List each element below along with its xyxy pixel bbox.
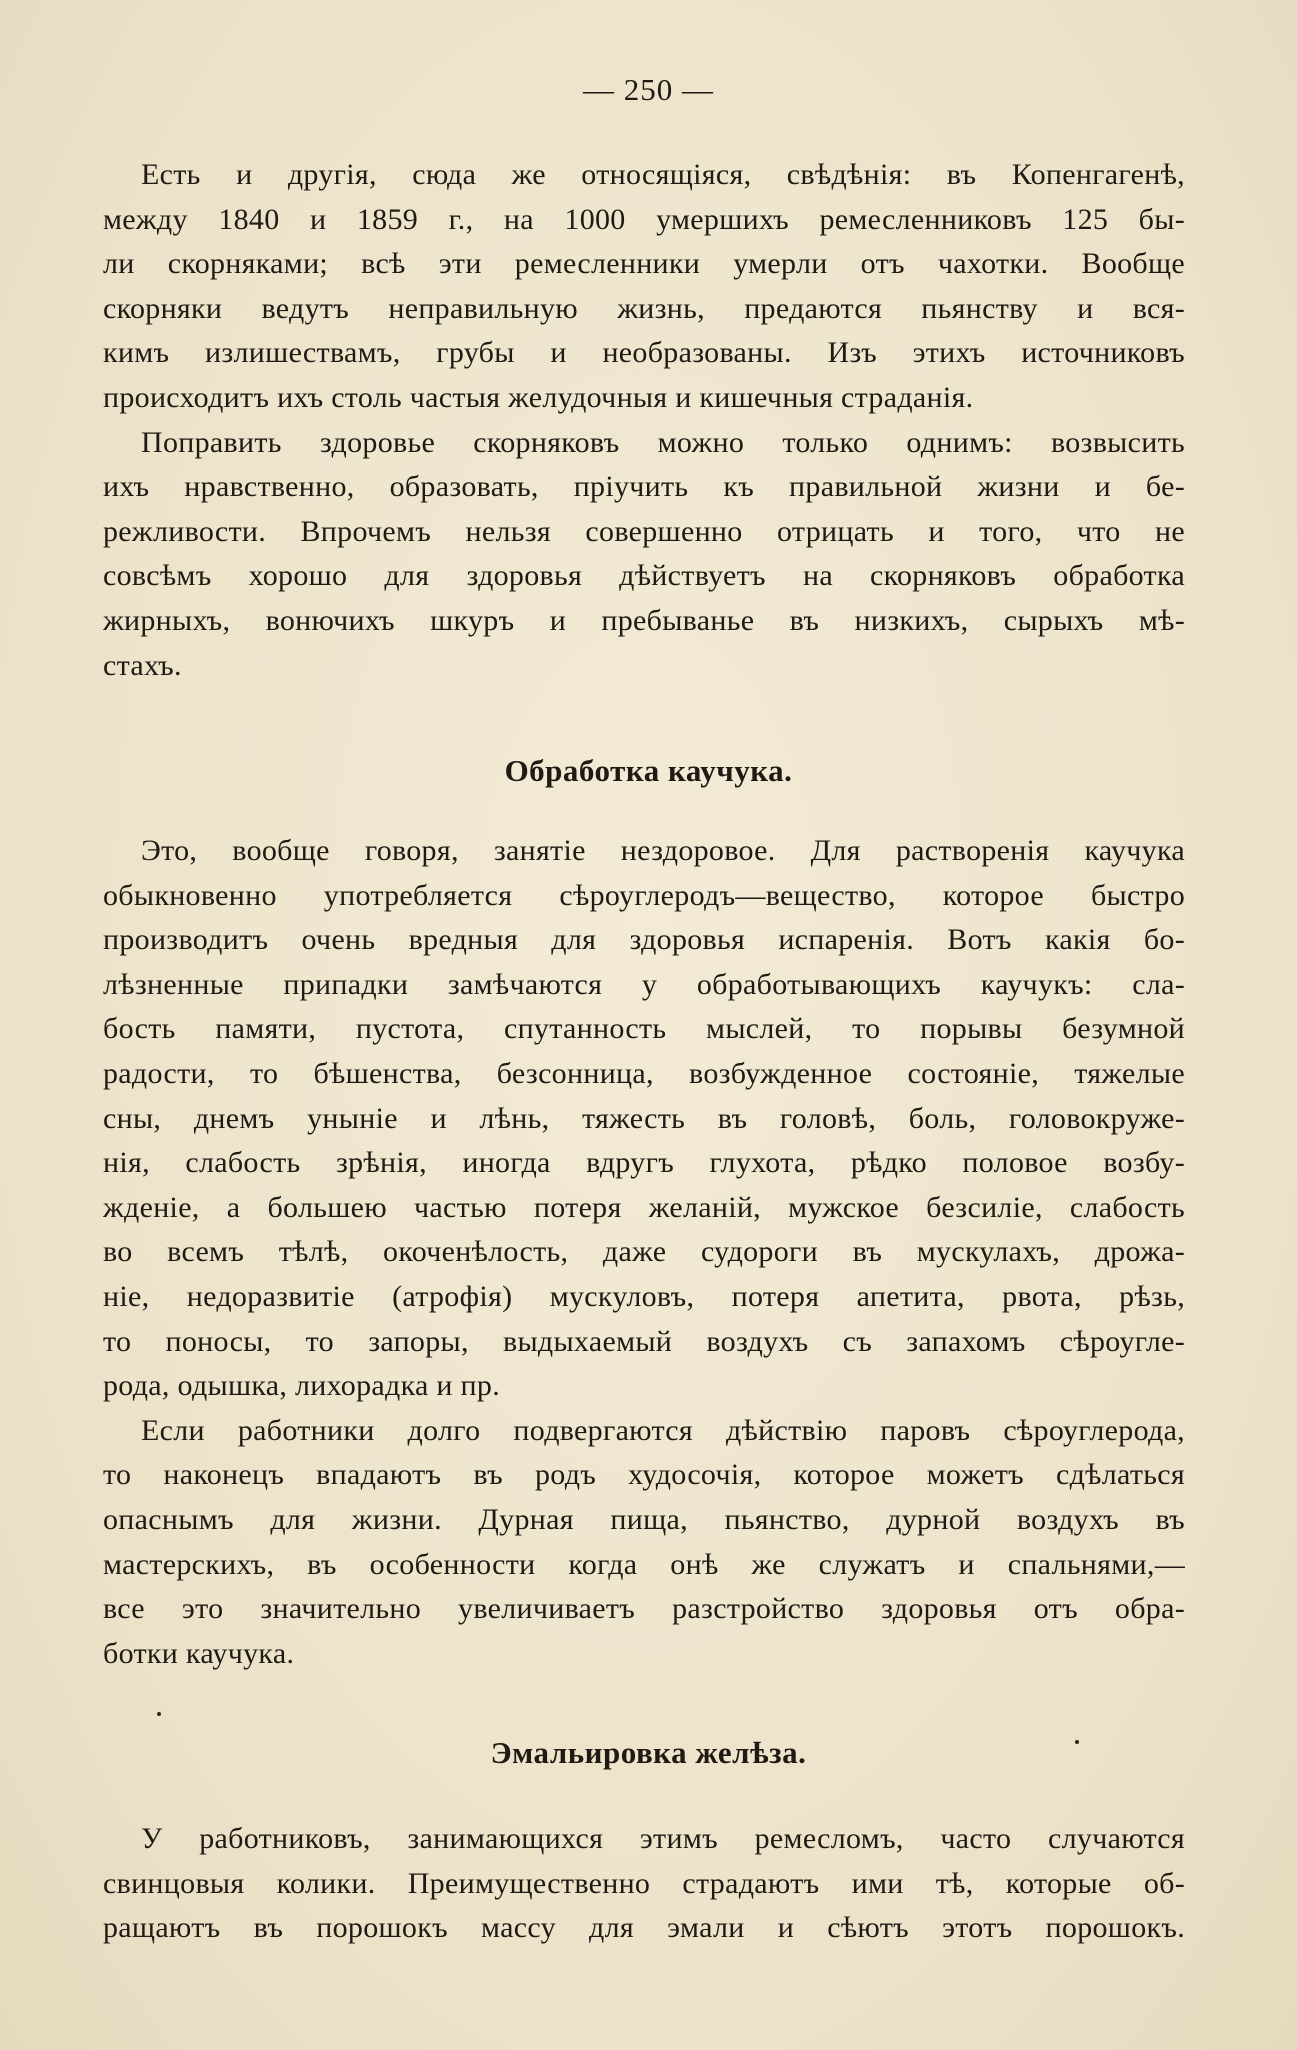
text-line: происходитъ ихъ столь частыя желудочныя и кишечныя страданія. (103, 380, 974, 414)
text-line: У работниковъ, занимающихся этимъ ремесломъ, часто случаются (141, 1822, 1185, 1855)
text-line: Есть и другія, сюда же относящіяся, свѣдѣнія: въ Копенгагенѣ, (141, 158, 1185, 191)
text-line: рода, одышка, лихорадка и пр. (103, 1369, 501, 1403)
text-line: во всемъ тѣлѣ, окоченѣлость, даже судороги въ мускулахъ, дрожа- (103, 1235, 1185, 1269)
text-line: кимъ излишествамъ, грубы и необразованы. Изъ этихъ источниковъ (103, 336, 1185, 370)
text-line: то наконецъ впадаютъ въ родъ худосочія, которое можетъ сдѣлаться (103, 1458, 1185, 1492)
text-line: ращаютъ въ порошокъ массу для эмали и сѣютъ этотъ порошокъ. (103, 1911, 1185, 1945)
paragraph-group-skorniaki (103, 153, 1185, 688)
text-line: ніе, недоразвитіе (атрофія) мускуловъ, потеря апетита, рвота, рѣзь, (103, 1279, 1185, 1313)
text-line: ли скорняками; всѣ эти ремесленники умерли отъ чахотки. Вообще (103, 247, 1185, 281)
text-line: свинцовыя колики. Преимущественно страдаютъ ими тѣ, которые об- (103, 1866, 1185, 1900)
text-line: между 1840 и 1859 г., на 1000 умершихъ ремесленниковъ 125 бы- (103, 202, 1185, 236)
text-line: Если работники долго подвергаются дѣйствію паровъ сѣроуглерода, (141, 1413, 1185, 1447)
text-line: все это значительно увеличиваетъ разстройство здоровья отъ обра- (103, 1592, 1185, 1626)
section-heading: Эмальировка желѣза. (490, 1735, 807, 1770)
paragraph-group-kauchuk (103, 829, 1185, 1676)
section-heading: Обработка каучука. (504, 753, 793, 788)
text-line: скорняки ведутъ неправильную жизнь, предаются пьянству и вся- (103, 291, 1185, 325)
text-line: сны, днемъ уныніе и лѣнь, тяжесть въ головѣ, боль, головокруже- (103, 1101, 1185, 1135)
text-line: обыкновенно употребляется сѣроуглеродъ—вещество, которое быстро (103, 878, 1185, 912)
text-line: производитъ очень вредныя для здоровья испаренія. Вотъ какія бо- (103, 923, 1185, 957)
text-line: нія, слабость зрѣнія, иногда вдругъ глухота, рѣдко половое возбу- (103, 1146, 1185, 1180)
text-line: жирныхъ, вонючихъ шкуръ и пребыванье въ низкихъ, сырыхъ мѣ- (103, 603, 1185, 637)
paragraph-group-emal (103, 1817, 1185, 1951)
text-line: Это, вообще говоря, занятіе нездоровое. Для растворенія каучука (141, 834, 1185, 867)
text-line: совсѣмъ хорошо для здоровья дѣйствуетъ на скорняковъ обработка (103, 559, 1185, 593)
text-line: режливости. Впрочемъ нельзя совершенно отрицать и того, что не (103, 514, 1185, 548)
text-line: опаснымъ для жизни. Дурная пища, пьянство, дурной воздухъ въ (103, 1502, 1185, 1536)
text-line: ихъ нравственно, образовать, пріучить къ правильной жизни и бе- (103, 470, 1185, 504)
text-line: лѣзненные припадки замѣчаются у обработывающихъ каучукъ: сла- (103, 967, 1185, 1001)
print-speck (157, 1712, 161, 1716)
text-line: стахъ. (103, 648, 182, 682)
text-line: бость памяти, пустота, спутанность мыслей, то порывы безумной (103, 1012, 1185, 1046)
text-line: радости, то бѣшенства, безсонница, возбужденное состояніе, тяжелые (103, 1056, 1185, 1090)
page-number: — 250 — (583, 72, 714, 107)
text-line: Поправить здоровье скорняковъ можно только однимъ: возвысить (141, 425, 1185, 459)
text-line: жденіе, а большею частью потеря желаній, мужское безсиліе, слабость (103, 1190, 1185, 1224)
text-line: ботки каучука. (103, 1636, 295, 1670)
text-line: то поносы, то запоры, выдыхаемый воздухъ съ запахомъ сѣроугле- (103, 1324, 1185, 1358)
text-line: мастерскихъ, въ особенности когда онѣ же служатъ и спальнями,— (103, 1547, 1185, 1581)
